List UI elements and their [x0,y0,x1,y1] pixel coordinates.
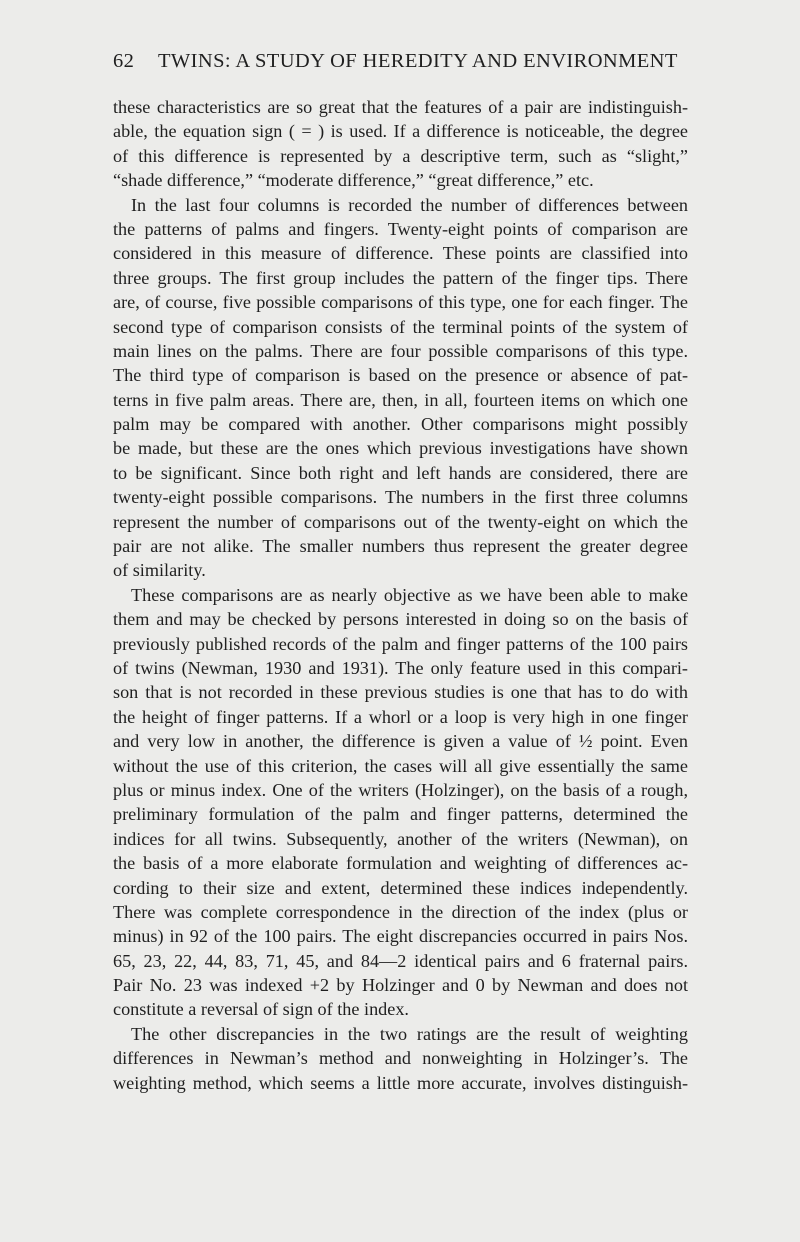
text-line: cording to their size and extent, determined these indices independently. [113,877,688,898]
text-line: to be significant. Since both right and left hands are considered, there are [113,462,688,483]
text-line: without the use of this criterion, the cases will all give essentially the same [113,755,688,776]
text-line: previously published records of the palm and finger patterns of the 100 pairs [113,633,688,654]
text-line: these characteristics are so great that the features of a pair are indistinguish- [113,97,688,117]
text-line: and very low in another, the difference is given a value of ½ point. Even [113,731,688,752]
text-line: considered in this measure of difference. These points are classified into [113,243,688,264]
text-line: twenty-eight possible comparisons. The numbers in the first three columns [113,487,688,508]
text-line: palm may be compared with another. Other comparisons might possibly [113,414,688,435]
text-line: Pair No. 23 was indexed +2 by Holzinger and 0 by Newman and does not [113,975,688,996]
text-line: them and may be checked by persons interested in doing so on the basis of [113,609,688,630]
running-head [113,50,713,73]
text-line: In the last four columns is recorded the number of differences between [131,194,688,215]
text-line: second type of comparison consists of the terminal points of the system of [113,316,688,337]
text-line: weighting method, which seems a little more accurate, involves distinguish- [113,1072,688,1093]
text-line: able, the equation sign ( = ) is used. If a difference is noticeable, the degree [113,121,688,142]
text-line: of twins (Newman, 1930 and 1931). The only feature used in this compari- [113,657,688,678]
text-line: are, of course, five possible comparisons of this type, one for each finger. The [113,292,688,313]
text-line: 65, 23, 22, 44, 83, 71, 45, and 84—2 identical pairs and 6 fraternal pairs. [113,950,688,971]
text-line: terns in five palm areas. There are, then, in all, fourteen items on which one [113,389,688,410]
text-line: of similarity. [113,560,206,581]
text-line: son that is not recorded in these previous studies is one that has to do with [113,682,688,703]
text-line: indices for all twins. Subsequently, another of the writers (Newman), on [113,828,688,849]
text-line: be made, but these are the ones which previous investigations have shown [113,438,688,459]
text-line: represent the number of comparisons out of the twenty-eight on which the [113,511,688,532]
text-line: plus or minus index. One of the writers (Holzinger), on the basis of a rough, [113,779,688,800]
text-line: The third type of comparison is based on the presence or absence of pat- [113,365,688,386]
page-number: 62 [113,50,135,72]
text-line: preliminary formulation of the palm and finger patterns, determined the [113,804,688,825]
text-line: main lines on the palms. There are four possible comparisons of this type. [113,340,688,361]
text-line: of this difference is represented by a descriptive term, such as “slight,” [113,145,688,166]
text-line: The other discrepancies in the two ratings are the result of weighting [131,1023,688,1044]
text-line: These comparisons are as nearly objective as we have been able to make [131,584,688,605]
text-line: the height of finger patterns. If a whorl or a loop is very high in one finger [113,706,688,727]
text-line: “shade difference,” “moderate difference,” “great difference,” etc. [113,170,594,191]
text-line: differences in Newman’s method and nonweighting in Holzinger’s. The [113,1048,688,1069]
text-line: three groups. The first group includes the pattern of the finger tips. There [113,267,688,288]
running-title: TWINS: A STUDY OF HEREDITY AND ENVIRONMENT [158,50,678,72]
text-line: pair are not alike. The smaller numbers thus represent the greater degree [113,536,688,557]
text-line: the patterns of palms and fingers. Twenty-eight points of comparison are [113,218,688,239]
text-line: There was complete correspondence in the direction of the index (plus or [113,901,688,922]
text-line: minus) in 92 of the 100 pairs. The eight discrepancies occurred in pairs Nos. [113,926,688,947]
text-line: constitute a reversal of sign of the index. [113,999,409,1020]
text-line: the basis of a more elaborate formulation and weighting of differences ac- [113,853,688,874]
body-text [113,95,688,1095]
